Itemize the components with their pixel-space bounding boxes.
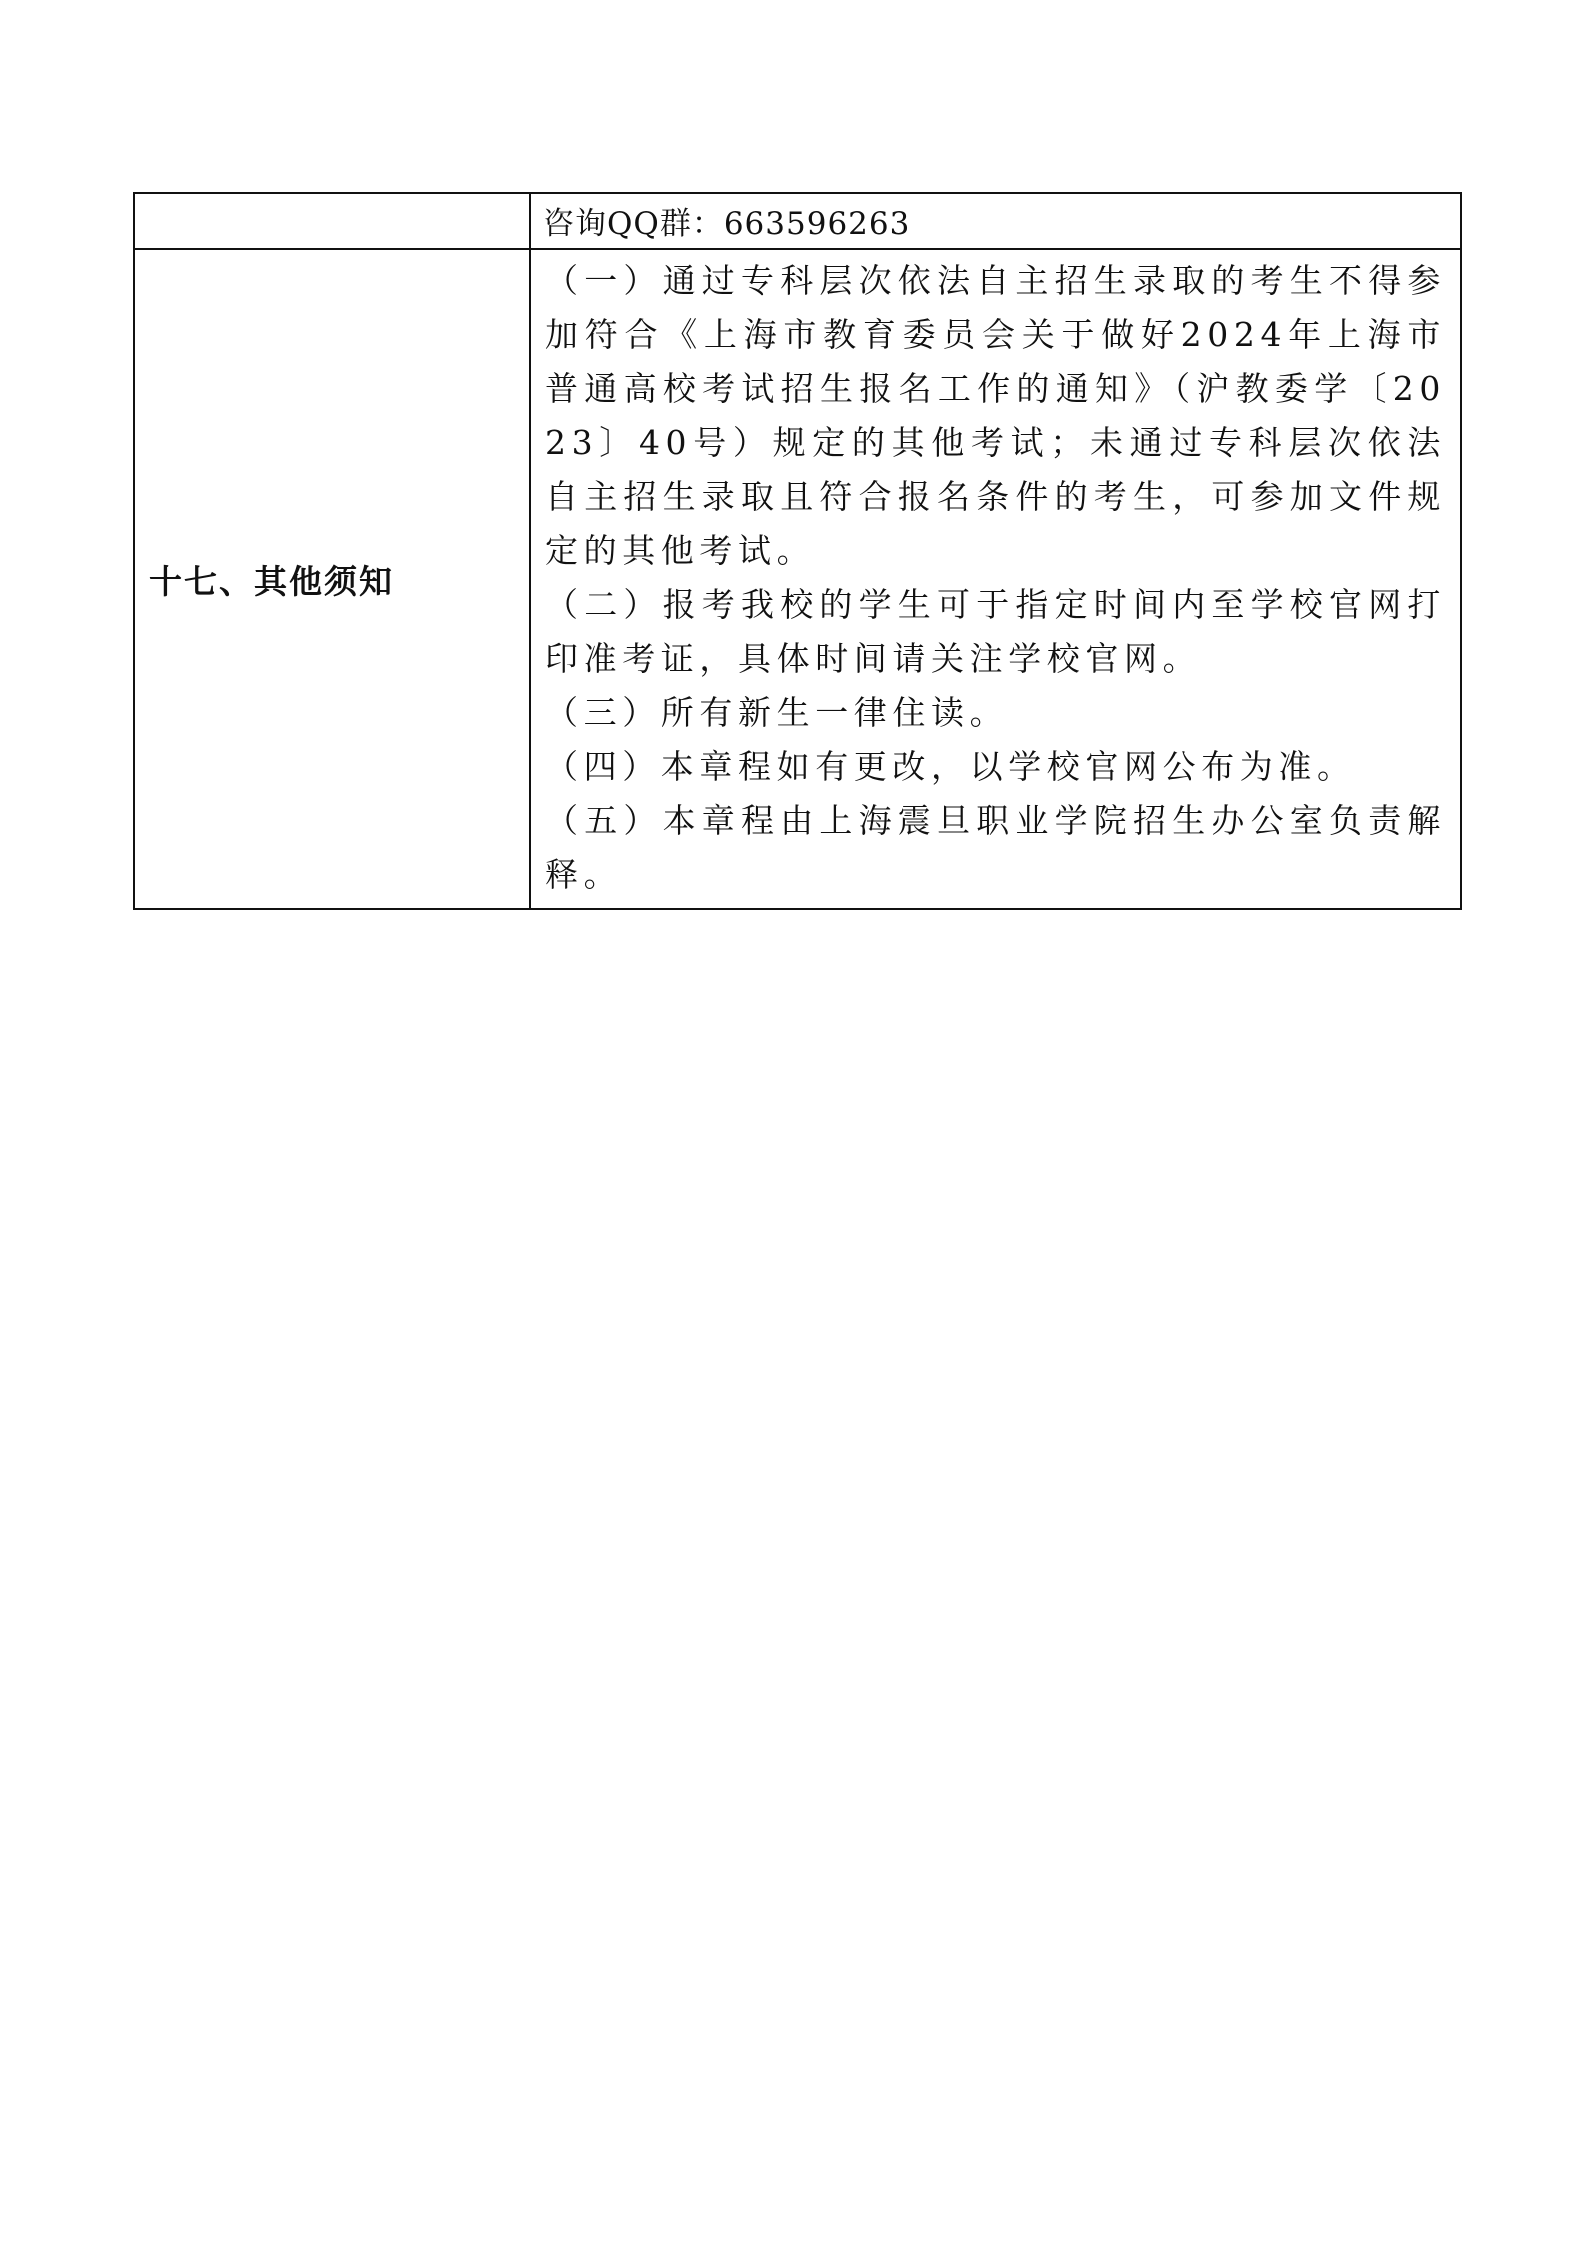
contact-label-cell (134, 193, 530, 249)
note-item: （四）本章程如有更改，以学校官网公布为准。 (545, 747, 1356, 786)
section-row (134, 249, 1461, 909)
note-item: （三）所有新生一律住读。 (545, 693, 1009, 732)
section-heading: 十七、其他须知 (134, 249, 530, 909)
note-item: （五）本章程由上海震旦职业学院招生办公室负责解释。 (545, 801, 1446, 894)
admissions-table (133, 192, 1462, 910)
note-item: （一）通过专科层次依法自主招生录取的考生不得参加符合《上海市教育委员会关于做好2024年上海市普通高校考试招生报名工作的通知》（沪教委学〔2023〕40号）规定的其他考试；未通过专科层次依法自主招生录取且符合报名条件的考生，可参加文件规定的其他考试。 (545, 261, 1446, 570)
section-notes (530, 249, 1461, 909)
contact-row (134, 193, 1461, 249)
contact-qq-group: 咨询QQ群：663596263 (530, 193, 1461, 249)
note-item: （二）报考我校的学生可于指定时间内至学校官网打印准考证，具体时间请关注学校官网。 (545, 585, 1446, 678)
